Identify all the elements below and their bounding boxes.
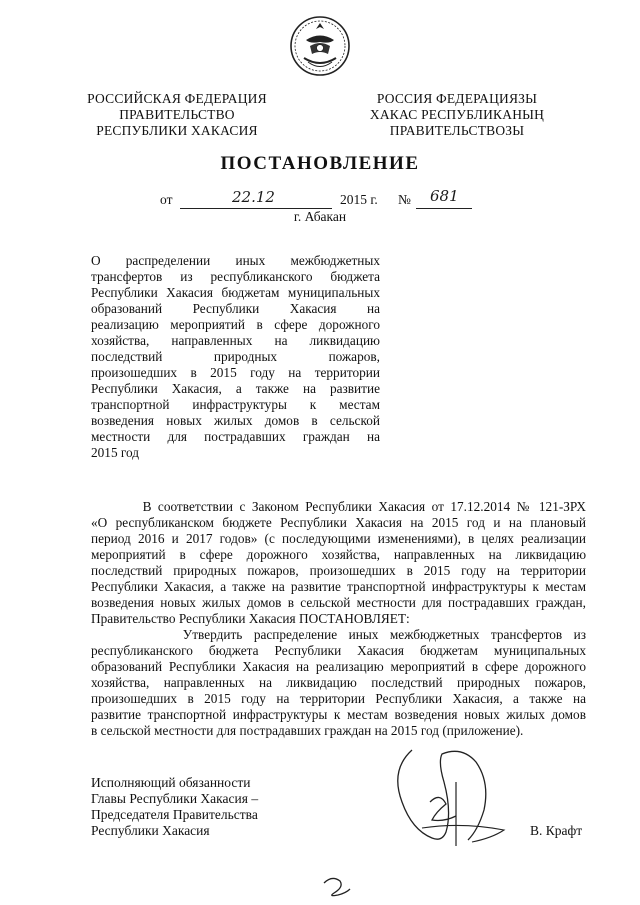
handwritten-number: 681 (430, 187, 459, 205)
coat-of-arms-emblem-icon (288, 14, 352, 78)
body-text (91, 499, 586, 739)
subject-line: транспортной инфраструктуры к местам (91, 397, 380, 412)
signatory-title-line: Республики Хакасия (91, 823, 210, 838)
body-line: развитие транспортной инфраструктуры к местам возведения новых жилых домов (91, 707, 586, 722)
subject-line: возведения новых жилых домов в сельской (91, 413, 380, 428)
header-left-line: РОССИЙСКАЯ ФЕДЕРАЦИЯ (87, 91, 267, 106)
body-line: «О республиканском бюджете Республики Хакасия на 2015 год и на плановый (91, 515, 586, 530)
number-sign: № (398, 192, 411, 207)
signatory-title-line: Председателя Правительства (91, 807, 258, 822)
header-right-line: ХАКАС РЕСПУБЛИКАНЫҢ (369, 107, 545, 122)
subject-line: трансфертов из республиканского бюджета (91, 269, 380, 284)
body-line: возведения новых жилых домов в сельской местности для пострадавших граждан, (91, 595, 586, 610)
page-number-mark (318, 873, 358, 899)
body-line: В соответствии с Законом Республики Хакасия от 17.12.2014 № 121-ЗРХ (91, 499, 586, 514)
header-right (352, 91, 562, 139)
signer-name: В. Крафт (530, 823, 583, 838)
city: г. Абакан (293, 209, 347, 224)
subject-line: 2015 год (91, 445, 140, 460)
header-left-line: РЕСПУБЛИКИ ХАКАСИЯ (96, 123, 258, 138)
subject-line: местности для пострадавших граждан на (91, 429, 380, 444)
subject-line: реализацию мероприятий в сфере дорожного (91, 317, 380, 332)
header-right-line: ПРАВИТЕЛЬСТВОЗЫ (389, 123, 525, 138)
subject-line: О распределении иных межбюджетных (91, 253, 380, 268)
body-line: Республики Хакасия, а также на развитие транспортной инфраструктуры к местам (91, 579, 586, 594)
subject-line: Республики Хакасия, а также на развитие (91, 381, 380, 396)
signatory-title-line: Исполняющий обязанности (91, 775, 251, 790)
body-line: Утвердить распределение иных межбюджетных трансфертов из (91, 627, 586, 642)
body-line: республиканского бюджета Республики Хакасия бюджетам муниципальных (91, 643, 586, 658)
header-right-line: РОССИЯ ФЕДЕРАЦИЯЗЫ (376, 91, 538, 106)
subject-line: произошедших в 2015 году на территории (91, 365, 380, 380)
body-line: мероприятий в сфере дорожного хозяйства, направленных на ликвидацию (91, 547, 586, 562)
subject-line: хозяйства, направленных на ликвидацию (91, 333, 380, 348)
body-line: образований Республики Хакасия на реализацию мероприятий в сфере дорожного (91, 659, 586, 674)
body-line: произошедших в 2015 году на территории Республики Хакасия, а также на (91, 691, 586, 706)
body-line: Правительство Республики Хакасия ПОСТАНОВЛЯЕТ: (91, 611, 410, 626)
signatory-title-line: Главы Республики Хакасия – (91, 791, 259, 806)
signatory-title (91, 775, 351, 839)
handwritten-date: 22.12 (232, 188, 275, 206)
subject-line: образований Республики Хакасия на (91, 301, 380, 316)
header-left (72, 91, 282, 139)
subject-line: последствий природных пожаров, (91, 349, 380, 364)
handwritten-signature (372, 742, 522, 852)
header-left-line: ПРАВИТЕЛЬСТВО (119, 107, 235, 122)
body-line: в сельской местности для пострадавших граждан на 2015 год (приложение). (91, 723, 524, 738)
subject-block (91, 253, 380, 461)
body-line: последствий природных пожаров, произошедших в 2015 году на территории (91, 563, 586, 578)
subject-line: Республики Хакасия бюджетам муниципальных (91, 285, 380, 300)
year-text: 2015 г. (340, 192, 378, 207)
body-line: хозяйства, направленных на ликвидацию последствий природных пожаров, (91, 675, 586, 690)
body-line: период 2016 и 2017 годов» (с последующими изменениями), в целях реализации (91, 531, 586, 546)
date-prefix: от (160, 192, 173, 207)
document-title: ПОСТАНОВЛЕНИЕ (220, 153, 420, 174)
